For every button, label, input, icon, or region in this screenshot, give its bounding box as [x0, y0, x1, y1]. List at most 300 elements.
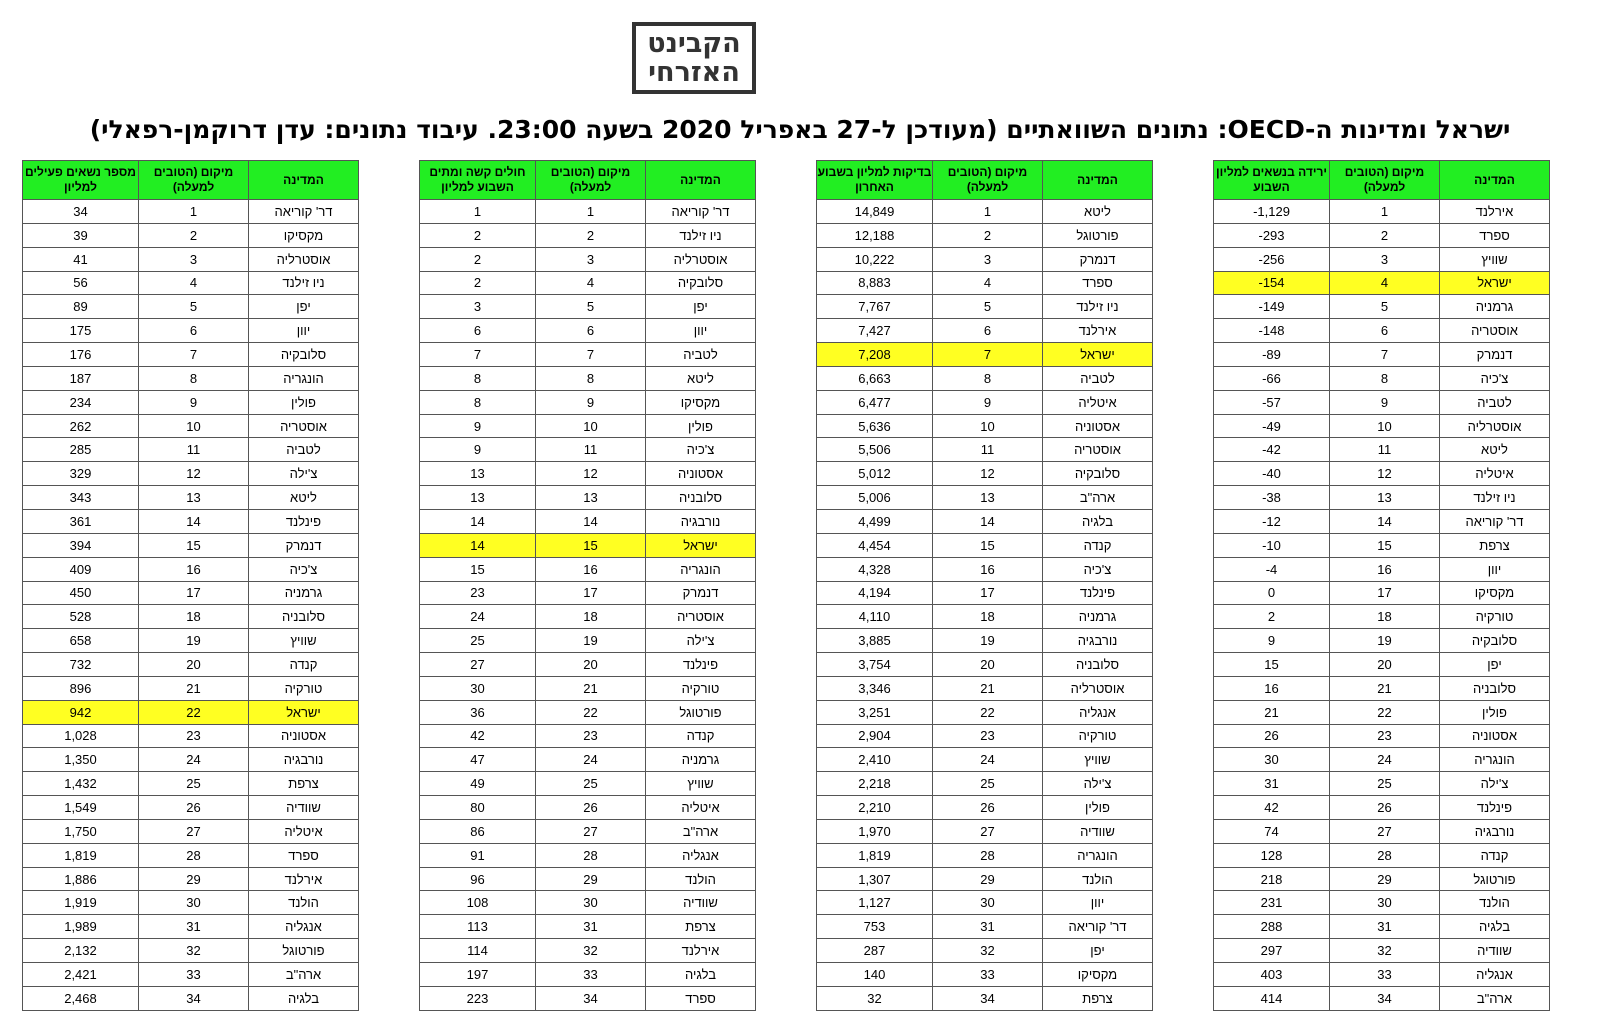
country-cell: הולנד: [249, 891, 359, 915]
country-cell: אוסטריה: [646, 605, 756, 629]
value-cell: 287: [817, 939, 933, 963]
table-row: [1214, 390, 1550, 414]
value-cell: 14,849: [817, 200, 933, 224]
country-cell: ישראל: [249, 700, 359, 724]
country-cell: יפן: [646, 295, 756, 319]
value-cell: -12: [1214, 509, 1330, 533]
table-row: [23, 939, 359, 963]
country-cell: צ'ילה: [1440, 772, 1550, 796]
table-row: [23, 819, 359, 843]
table-row: [817, 796, 1153, 820]
rank-cell: 16: [933, 557, 1043, 581]
country-cell: דר' קוריאה: [249, 200, 359, 224]
value-cell: 1: [420, 200, 536, 224]
rank-cell: 23: [139, 724, 249, 748]
country-cell: טורקיה: [249, 676, 359, 700]
country-cell: הונגריה: [646, 557, 756, 581]
rank-cell: 3: [139, 247, 249, 271]
rank-cell: 6: [139, 319, 249, 343]
value-cell: -154: [1214, 271, 1330, 295]
table-row: [1214, 581, 1550, 605]
table-row: [817, 819, 1153, 843]
value-cell: 1,886: [23, 867, 139, 891]
value-cell: -10: [1214, 533, 1330, 557]
value-cell: 16: [1214, 676, 1330, 700]
table-row: [23, 700, 359, 724]
table-row: [817, 223, 1153, 247]
rank-cell: 14: [933, 509, 1043, 533]
value-cell: 1,028: [23, 724, 139, 748]
table-row: [420, 509, 756, 533]
rank-cell: 18: [1330, 605, 1440, 629]
country-cell: נורבגיה: [646, 509, 756, 533]
table-row: [23, 366, 359, 390]
table-row: [23, 605, 359, 629]
table-row: [1214, 700, 1550, 724]
country-cell: הונגריה: [1440, 748, 1550, 772]
value-cell: 4,194: [817, 581, 933, 605]
rank-cell: 26: [536, 796, 646, 820]
rank-cell: 28: [933, 843, 1043, 867]
country-cell: הונגריה: [1043, 843, 1153, 867]
table-row: [23, 724, 359, 748]
country-cell: דנמרק: [249, 533, 359, 557]
table-row: [23, 986, 359, 1010]
table-row: [817, 581, 1153, 605]
value-cell: 8: [420, 390, 536, 414]
rank-cell: 23: [1330, 724, 1440, 748]
value-cell: 30: [420, 676, 536, 700]
table-row: [817, 200, 1153, 224]
rank-cell: 27: [1330, 819, 1440, 843]
rank-cell: 33: [1330, 963, 1440, 987]
value-cell: 128: [1214, 843, 1330, 867]
rank-cell: 11: [1330, 438, 1440, 462]
country-cell: צ'ילה: [646, 629, 756, 653]
table-row: [817, 986, 1153, 1010]
rank-cell: 13: [1330, 486, 1440, 510]
rank-cell: 9: [933, 390, 1043, 414]
rank-cell: 8: [1330, 366, 1440, 390]
country-cell: שוויץ: [1440, 247, 1550, 271]
value-cell: 3,346: [817, 676, 933, 700]
table-row: [420, 533, 756, 557]
table-row: [1214, 963, 1550, 987]
table-row: [817, 343, 1153, 367]
rank-cell: 4: [933, 271, 1043, 295]
rank-cell: 34: [536, 986, 646, 1010]
country-cell: ניו זילנד: [646, 223, 756, 247]
country-cell: מקסיקו: [249, 223, 359, 247]
value-cell: 24: [420, 605, 536, 629]
rank-cell: 5: [1330, 295, 1440, 319]
country-cell: צ'כיה: [1043, 557, 1153, 581]
value-cell: 36: [420, 700, 536, 724]
table-row: [420, 939, 756, 963]
country-cell: אוסטרליה: [1043, 676, 1153, 700]
rank-cell: 1: [1330, 200, 1440, 224]
table-row: [1214, 533, 1550, 557]
value-cell: 2,468: [23, 986, 139, 1010]
value-cell: 74: [1214, 819, 1330, 843]
value-cell: -1,129: [1214, 200, 1330, 224]
rank-cell: 14: [139, 509, 249, 533]
value-cell: -66: [1214, 366, 1330, 390]
country-cell: פינלנד: [249, 509, 359, 533]
value-cell: -149: [1214, 295, 1330, 319]
value-cell: 176: [23, 343, 139, 367]
country-cell: צ'ילה: [249, 462, 359, 486]
country-cell: הולנד: [1440, 891, 1550, 915]
country-cell: קנדה: [1043, 533, 1153, 557]
rank-cell: 29: [139, 867, 249, 891]
table-row: [420, 700, 756, 724]
table-row: [1214, 891, 1550, 915]
country-cell: פולין: [249, 390, 359, 414]
country-cell: צרפת: [1440, 533, 1550, 557]
value-cell: 10,222: [817, 247, 933, 271]
rank-cell: 4: [1330, 271, 1440, 295]
value-cell: 6: [420, 319, 536, 343]
rank-cell: 17: [536, 581, 646, 605]
value-cell: 3,251: [817, 700, 933, 724]
value-cell: 231: [1214, 891, 1330, 915]
table-row: [1214, 414, 1550, 438]
table-row: [23, 581, 359, 605]
value-cell: -40: [1214, 462, 1330, 486]
rank-cell: 19: [933, 629, 1043, 653]
rank-cell: 2: [1330, 223, 1440, 247]
rank-cell: 12: [933, 462, 1043, 486]
table-row: [1214, 295, 1550, 319]
country-cell: שוודיה: [249, 796, 359, 820]
value-cell: 86: [420, 819, 536, 843]
rank-cell: 32: [536, 939, 646, 963]
rank-cell: 29: [536, 867, 646, 891]
table-row: [817, 414, 1153, 438]
country-cell: פולין: [646, 414, 756, 438]
table-row: [420, 963, 756, 987]
table-row: [420, 986, 756, 1010]
rank-cell: 28: [139, 843, 249, 867]
rank-cell: 24: [536, 748, 646, 772]
value-cell: 140: [817, 963, 933, 987]
table-row: [817, 295, 1153, 319]
country-cell: אירלנד: [1043, 319, 1153, 343]
value-cell: 2: [1214, 605, 1330, 629]
value-cell: 3: [420, 295, 536, 319]
value-cell: 343: [23, 486, 139, 510]
value-cell: 32: [817, 986, 933, 1010]
value-cell: 1,432: [23, 772, 139, 796]
page-title: ישראל ומדינות ה-OECD: נתונים השוואתיים (מעודכן ל-27 באפריל 2020 בשעה 23:00. עיבוד נתונים: עדן דרוקמן-רפאלי): [89, 115, 1511, 144]
table-row: [420, 653, 756, 677]
rank-cell: 13: [933, 486, 1043, 510]
table-row: [23, 963, 359, 987]
column-header-country: המדינה: [1043, 161, 1153, 200]
rank-cell: 18: [536, 605, 646, 629]
table-row: [817, 653, 1153, 677]
country-cell: ניו זילנד: [1043, 295, 1153, 319]
table-row: [1214, 462, 1550, 486]
table-row: [817, 390, 1153, 414]
rank-cell: 2: [933, 223, 1043, 247]
country-cell: ארה"ב: [249, 963, 359, 987]
value-cell: 5,636: [817, 414, 933, 438]
table-row: [420, 223, 756, 247]
table-row: [420, 891, 756, 915]
table-row: [23, 748, 359, 772]
value-cell: 1,350: [23, 748, 139, 772]
rank-cell: 16: [139, 557, 249, 581]
table-row: [817, 486, 1153, 510]
table-row: [23, 843, 359, 867]
value-cell: 7,208: [817, 343, 933, 367]
country-cell: פורטוגל: [249, 939, 359, 963]
value-cell: 42: [420, 724, 536, 748]
rank-cell: 31: [139, 915, 249, 939]
rank-cell: 24: [1330, 748, 1440, 772]
country-cell: ליטא: [1440, 438, 1550, 462]
rank-cell: 4: [139, 271, 249, 295]
rank-cell: 11: [933, 438, 1043, 462]
value-cell: 2,132: [23, 939, 139, 963]
value-cell: 361: [23, 509, 139, 533]
value-cell: 5,012: [817, 462, 933, 486]
table-row: [1214, 843, 1550, 867]
table-row: [23, 223, 359, 247]
table-row: [817, 462, 1153, 486]
value-cell: 49: [420, 772, 536, 796]
value-cell: 2,210: [817, 796, 933, 820]
rank-cell: 32: [933, 939, 1043, 963]
country-cell: סלובקיה: [1043, 462, 1153, 486]
country-cell: מקסיקו: [646, 390, 756, 414]
table-row: [817, 366, 1153, 390]
table-row: [420, 366, 756, 390]
table-row: [23, 676, 359, 700]
table-row: [420, 796, 756, 820]
country-cell: שוודיה: [646, 891, 756, 915]
value-cell: 285: [23, 438, 139, 462]
country-cell: צרפת: [249, 772, 359, 796]
table-row: [23, 462, 359, 486]
rank-cell: 10: [139, 414, 249, 438]
column-header-rank: מיקום (הטובים למעלה): [139, 161, 249, 200]
value-cell: 14: [420, 509, 536, 533]
table-row: [420, 247, 756, 271]
rank-cell: 29: [1330, 867, 1440, 891]
table-row: [420, 772, 756, 796]
value-cell: -4: [1214, 557, 1330, 581]
country-cell: אוסטרליה: [249, 247, 359, 271]
column-header-rank: מיקום (הטובים למעלה): [536, 161, 646, 200]
rank-cell: 34: [1330, 986, 1440, 1010]
country-cell: נורבגיה: [1043, 629, 1153, 653]
country-cell: מקסיקו: [1440, 581, 1550, 605]
rank-cell: 8: [139, 366, 249, 390]
rank-cell: 11: [139, 438, 249, 462]
table-row: [817, 939, 1153, 963]
table-row: [420, 414, 756, 438]
country-cell: פינלנד: [646, 653, 756, 677]
table-row: [420, 915, 756, 939]
rank-cell: 34: [933, 986, 1043, 1010]
rank-cell: 21: [536, 676, 646, 700]
table-row: [420, 581, 756, 605]
rank-cell: 12: [1330, 462, 1440, 486]
column-header-rank: מיקום (הטובים למעלה): [933, 161, 1043, 200]
active-cases-table: [22, 160, 359, 1011]
value-cell: 4,110: [817, 605, 933, 629]
country-cell: דנמרק: [646, 581, 756, 605]
value-cell: 26: [1214, 724, 1330, 748]
country-cell: אוסטרליה: [1440, 414, 1550, 438]
table-row: [23, 557, 359, 581]
country-cell: אירלנד: [249, 867, 359, 891]
country-cell: יפן: [1043, 939, 1153, 963]
value-cell: 218: [1214, 867, 1330, 891]
value-cell: 6,663: [817, 366, 933, 390]
table-row: [420, 605, 756, 629]
country-cell: קנדה: [646, 724, 756, 748]
country-cell: קנדה: [249, 653, 359, 677]
table-row: [23, 509, 359, 533]
rank-cell: 7: [536, 343, 646, 367]
table-row: [23, 486, 359, 510]
country-cell: ישראל: [1440, 271, 1550, 295]
value-cell: 21: [1214, 700, 1330, 724]
value-cell: 2,904: [817, 724, 933, 748]
country-cell: אנגליה: [1440, 963, 1550, 987]
value-cell: -89: [1214, 343, 1330, 367]
country-cell: לטביה: [646, 343, 756, 367]
country-cell: פולין: [1440, 700, 1550, 724]
country-cell: בלגיה: [646, 963, 756, 987]
value-cell: 1,819: [23, 843, 139, 867]
column-header-country: המדינה: [646, 161, 756, 200]
header-row: [23, 161, 359, 200]
rank-cell: 30: [139, 891, 249, 915]
table-row: [817, 676, 1153, 700]
column-header-country: המדינה: [249, 161, 359, 200]
value-cell: 528: [23, 605, 139, 629]
value-cell: 1,970: [817, 819, 933, 843]
rank-cell: 20: [139, 653, 249, 677]
value-cell: 223: [420, 986, 536, 1010]
country-cell: נורבגיה: [249, 748, 359, 772]
country-cell: צרפת: [646, 915, 756, 939]
country-cell: ספרד: [1043, 271, 1153, 295]
rank-cell: 29: [933, 867, 1043, 891]
table-row: [23, 390, 359, 414]
value-cell: 56: [23, 271, 139, 295]
value-cell: 288: [1214, 915, 1330, 939]
value-cell: 4,454: [817, 533, 933, 557]
table-row: [1214, 343, 1550, 367]
rank-cell: 7: [139, 343, 249, 367]
table-row: [420, 200, 756, 224]
value-cell: 262: [23, 414, 139, 438]
rank-cell: 5: [139, 295, 249, 319]
rank-cell: 3: [1330, 247, 1440, 271]
column-header-value: מספר נשאים פעילים למליון: [23, 161, 139, 200]
rank-cell: 17: [139, 581, 249, 605]
country-cell: הולנד: [646, 867, 756, 891]
table-row: [23, 891, 359, 915]
value-cell: -38: [1214, 486, 1330, 510]
value-cell: -42: [1214, 438, 1330, 462]
rank-cell: 27: [139, 819, 249, 843]
country-cell: דר' קוריאה: [646, 200, 756, 224]
country-cell: פורטוגל: [646, 700, 756, 724]
table-row: [817, 557, 1153, 581]
rank-cell: 21: [933, 676, 1043, 700]
value-cell: 1,307: [817, 867, 933, 891]
value-cell: 2,421: [23, 963, 139, 987]
country-cell: אוסטריה: [249, 414, 359, 438]
value-cell: 403: [1214, 963, 1330, 987]
rank-cell: 19: [536, 629, 646, 653]
table-row: [1214, 319, 1550, 343]
country-cell: איטליה: [1440, 462, 1550, 486]
table-row: [1214, 486, 1550, 510]
rank-cell: 25: [139, 772, 249, 796]
country-cell: שוודיה: [1043, 819, 1153, 843]
value-cell: 197: [420, 963, 536, 987]
rank-cell: 34: [139, 986, 249, 1010]
country-cell: אוסטרליה: [646, 247, 756, 271]
rank-cell: 16: [536, 557, 646, 581]
table-row: [817, 247, 1153, 271]
value-cell: -293: [1214, 223, 1330, 247]
header-row: [420, 161, 756, 200]
table-row: [420, 390, 756, 414]
table-row: [420, 843, 756, 867]
table-row: [23, 533, 359, 557]
table-row: [817, 843, 1153, 867]
country-cell: גרמניה: [1043, 605, 1153, 629]
rank-cell: 6: [933, 319, 1043, 343]
table-row: [420, 486, 756, 510]
table-row: [817, 605, 1153, 629]
country-cell: ספרד: [1440, 223, 1550, 247]
table-row: [817, 629, 1153, 653]
country-cell: אסטוניה: [646, 462, 756, 486]
value-cell: 450: [23, 581, 139, 605]
country-cell: אירלנד: [1440, 200, 1550, 224]
rank-cell: 32: [139, 939, 249, 963]
rank-cell: 20: [1330, 653, 1440, 677]
value-cell: 89: [23, 295, 139, 319]
rank-cell: 5: [536, 295, 646, 319]
rank-cell: 18: [933, 605, 1043, 629]
rank-cell: 11: [536, 438, 646, 462]
value-cell: 1,127: [817, 891, 933, 915]
country-cell: צ'ילה: [1043, 772, 1153, 796]
value-cell: 942: [23, 700, 139, 724]
country-cell: אסטוניה: [1043, 414, 1153, 438]
rank-cell: 32: [1330, 939, 1440, 963]
value-cell: 753: [817, 915, 933, 939]
table-row: [420, 295, 756, 319]
country-cell: ניו זילנד: [249, 271, 359, 295]
value-cell: 25: [420, 629, 536, 653]
rank-cell: 13: [139, 486, 249, 510]
country-cell: סלובקיה: [1440, 629, 1550, 653]
country-cell: ארה"ב: [1043, 486, 1153, 510]
table-row: [23, 319, 359, 343]
